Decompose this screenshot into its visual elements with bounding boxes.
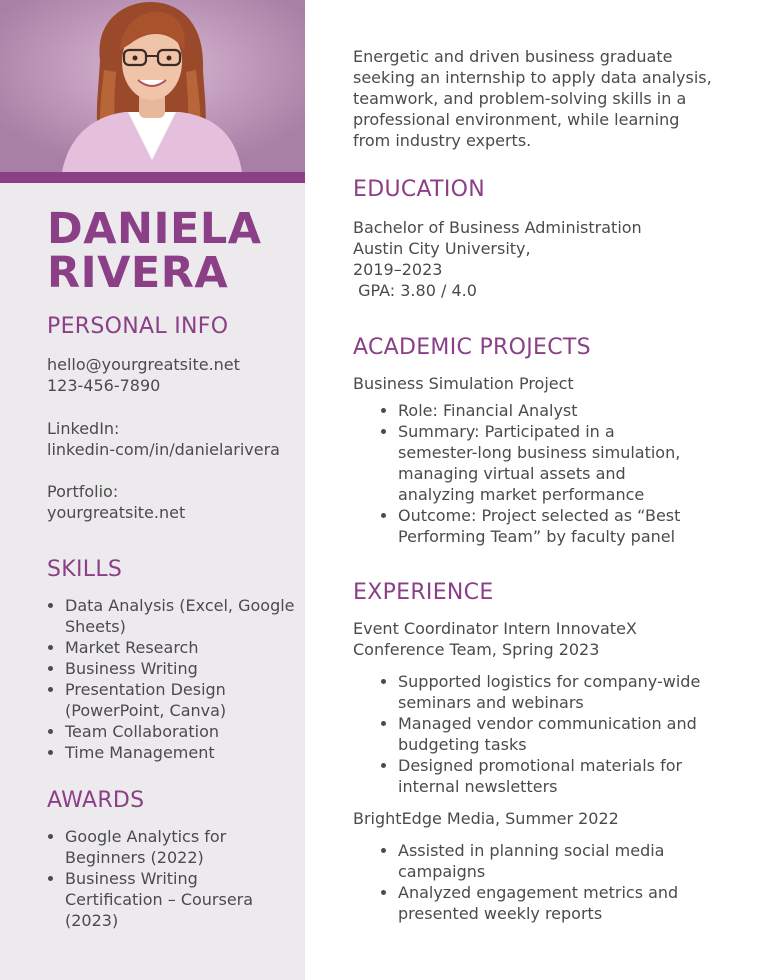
gpa: GPA: 3.80 / 4.0 <box>353 281 477 300</box>
skill-item: • Data Analysis (Excel, Google Sheets) <box>65 595 305 637</box>
job1-title: Event Coordinator Intern InnovateX Conference Team, Spring 2023 <box>353 619 637 659</box>
portrait-illustration <box>0 0 305 172</box>
email[interactable]: hello@yourgreatsite.net <box>47 355 240 374</box>
education-block <box>353 217 723 301</box>
awards-list <box>47 826 280 931</box>
projects-heading: ACADEMIC PROJECTS <box>353 335 591 360</box>
profile-photo <box>0 0 305 172</box>
skill-item: • Business Writing <box>65 658 305 679</box>
awards-heading: AWARDS <box>47 788 145 813</box>
project-details-list <box>380 400 698 547</box>
linkedin-link[interactable]: linkedin-com/in/danielarivera <box>47 440 280 459</box>
linkedin-block <box>47 418 297 460</box>
project-name: Business Simulation Project <box>353 374 574 393</box>
job1-item: • Supported logistics for company-wide seminars and webinars <box>398 671 708 713</box>
portfolio-label: Portfolio: <box>47 482 119 501</box>
experience-heading: EXPERIENCE <box>353 580 494 605</box>
portfolio-link[interactable]: yourgreatsite.net <box>47 503 186 522</box>
award-item: • Business Writing Certification – Coursera (2023) <box>65 868 280 931</box>
project-detail: • Outcome: Project selected as “Best Performing Team” by faculty panel <box>398 505 698 547</box>
full-name <box>47 204 262 298</box>
job2-item: • Assisted in planning social media campaigns <box>398 840 698 882</box>
project-detail: • Summary: Participated in a semester-long business simulation, managing virtual assets and analyzing market performance <box>398 421 698 505</box>
contact-block <box>47 354 297 396</box>
phone: 123-456-7890 <box>47 376 161 395</box>
job1-item: • Designed promotional materials for internal newsletters <box>398 755 708 797</box>
project-detail: • Role: Financial Analyst <box>398 400 698 421</box>
school: Austin City University, <box>353 239 531 258</box>
skills-heading: SKILLS <box>47 557 123 582</box>
last-name: RIVERA <box>47 248 229 298</box>
portfolio-block <box>47 481 297 523</box>
education-heading: EDUCATION <box>353 177 486 202</box>
photo-accent-bar <box>0 172 305 183</box>
degree: Bachelor of Business Administration <box>353 218 642 237</box>
job2-list <box>380 840 698 924</box>
award-item: • Google Analytics for Beginners (2022) <box>65 826 280 868</box>
job2-item: • Analyzed engagement metrics and presented weekly reports <box>398 882 698 924</box>
skills-list <box>47 595 305 763</box>
skill-item: • Presentation Design (PowerPoint, Canva) <box>65 679 305 721</box>
personal-info-heading: PERSONAL INFO <box>47 314 229 339</box>
years: 2019–2023 <box>353 260 443 279</box>
summary: Energetic and driven business graduate seeking an internship to apply data analysis, teamwork, and problem-solving skills in a professional environment, while learning from industry experts. <box>353 47 712 150</box>
job1-list <box>380 671 708 797</box>
skill-item: • Market Research <box>65 637 305 658</box>
first-name: DANIELA <box>47 204 262 254</box>
job1-item: • Managed vendor communication and budgeting tasks <box>398 713 708 755</box>
linkedin-label: LinkedIn: <box>47 419 120 438</box>
skill-item: • Team Collaboration <box>65 721 305 742</box>
skill-item: • Time Management <box>65 742 305 763</box>
job2-title: BrightEdge Media, Summer 2022 <box>353 809 619 828</box>
